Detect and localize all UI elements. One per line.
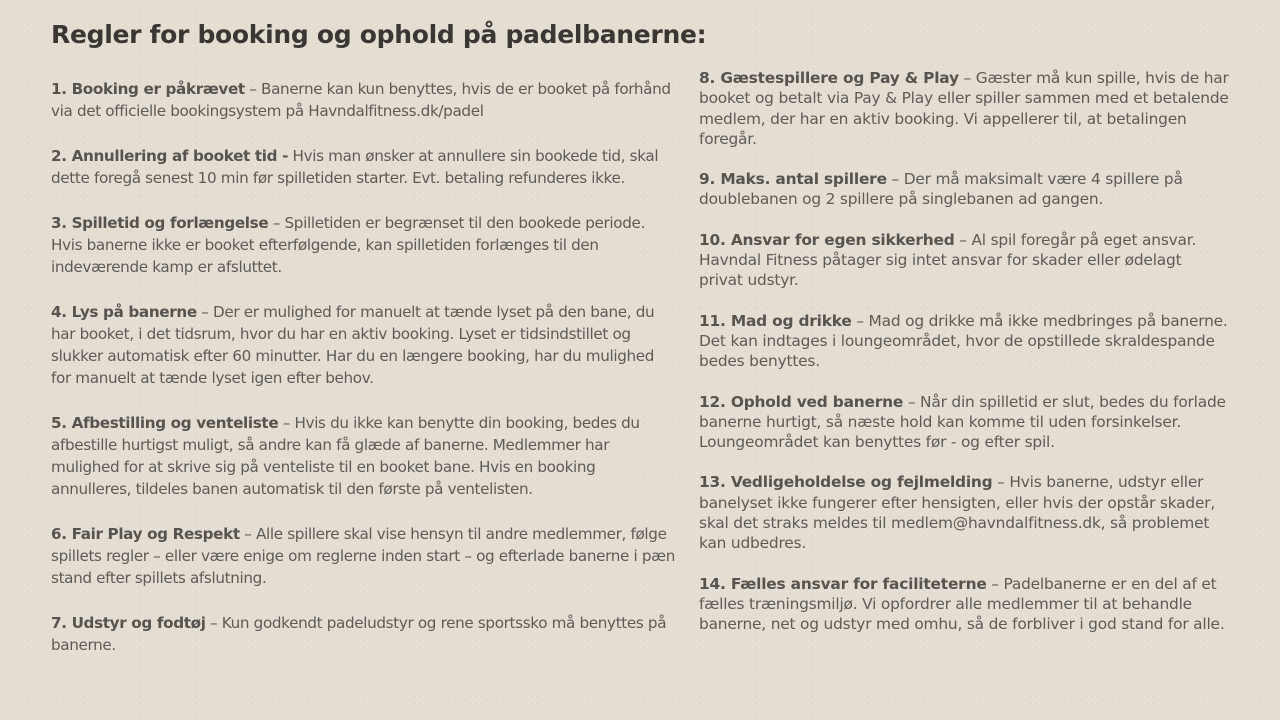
rule-separator: – [278,414,295,432]
rule-text: Der er mulighed for manuelt at tænde lyset på den bane, du har booket, i det tidsrum, hvor du har en aktiv booking. Lyset er tidsindstillet og slukker automatisk efter 60 minutter. Har du en længere booking, har du mulighed for manuelt at tænde lyset igen efter behov. [51,303,655,387]
rule-14 [699,574,1229,635]
rule-4 [51,301,676,389]
rule-text: Der må maksimalt være 4 spillere på doublebanen og 2 spillere på singlebanen ad gangen. [699,170,1183,209]
rule-title: 1. Booking er påkrævet [51,80,245,98]
rule-separator: – [196,303,213,321]
rule-title: 6. Fair Play og Respekt [51,525,240,543]
rule-text: Al spil foregår på eget ansvar. Havndal Fitness påtager sig intet ansvar for skader eller ødelagt privat udstyr. [699,230,1197,290]
rule-3 [51,212,676,278]
rules-column-right [699,68,1229,655]
rule-text: Alle spillere skal vise hensyn til andre medlemmer, følge spillets regler – eller være enige om reglerne inden start – og efterlade banerne i pæn stand efter spillets afslutning. [51,525,675,587]
rule-12 [699,392,1229,453]
rule-separator: – [239,525,256,543]
rule-title: 4. Lys på banerne [51,303,197,321]
rule-title: 10. Ansvar for egen sikkerhed [699,230,955,249]
rule-1 [51,78,676,122]
rule-text: Hvis man ønsker at annullere sin bookede tid, skal dette foregå senest 10 min før spilletiden starter. Evt. betaling refunderes ikke. [51,147,659,187]
rule-text: Spilletiden er begrænset til den bookede periode. Hvis banerne ikke er booket efterfølgende, kan spilletiden forlænges til den indeværende kamp er afsluttet. [51,214,645,276]
rule-separator: – [886,170,904,189]
page-title: Regler for booking og ophold på padelbanerne: [51,20,707,49]
rule-text: Hvis du ikke kan benytte din booking, bedes du afbestille hurtigst muligt, så andre kan få glæde af banerne. Medlemmer har mulighed for at skrive sig på venteliste til en booket bane. Hvis en booking annulleres, tildeles banen automatisk til den første på ventelisten. [51,414,640,498]
rule-separator: – [992,473,1010,492]
rule-2 [51,145,676,189]
rule-title: 12. Ophold ved banerne [699,392,904,411]
rule-text: Kun godkendt padeludstyr og rene sportssko må benyttes på banerne. [51,614,667,654]
rule-5 [51,412,676,500]
rule-separator: – [851,311,869,330]
rule-text: Når din spilletid er slut, bedes du forlade banerne hurtigt, så næste hold kan komme til uden forsinkelser. Loungeområdet kan benyttes før - og efter spil. [699,392,1226,452]
rule-text: Hvis banerne, udstyr eller banelyset ikke fungerer efter hensigten, eller hvis der opstår skader, skal det straks meldes til medlem@havndalfitness.dk, så problemet kan udbedres. [699,473,1216,553]
rule-13 [699,472,1229,553]
rule-title: 11. Mad og drikke [699,311,852,330]
rule-7 [51,612,676,656]
rule-separator: – [268,214,285,232]
rule-6 [51,523,676,589]
rule-text: Gæster må kun spille, hvis de har booket og betalt via Pay & Play eller spiller sammen med et betalende medlem, der har en aktiv booking. Vi appellerer til, at betalingen foregår. [699,69,1229,148]
rule-separator: – [958,69,976,87]
rule-title: 7. Udstyr og fodtøj [51,614,206,632]
rule-separator: – [205,614,222,632]
rule-title: 2. Annullering af booket tid - [51,147,289,165]
rule-text: Banerne kan kun benyttes, hvis de er booket på forhånd via det officielle bookingsystem på Havndalfitness.dk/padel [51,80,671,120]
rule-8 [699,68,1229,149]
rule-title: 9. Maks. antal spillere [699,170,887,189]
rule-text: Mad og drikke må ikke medbringes på banerne. Det kan indtages i loungeområdet, hvor de opstillede skraldespande bedes benyttes. [699,311,1228,371]
rule-11 [699,311,1229,372]
rule-separator: – [903,392,921,411]
rule-9 [699,169,1229,210]
rule-title: 8. Gæstespillere og Pay & Play [699,69,959,87]
rule-title: 3. Spilletid og forlængelse [51,214,269,232]
rule-title: 13. Vedligeholdelse og fejlmelding [699,473,993,492]
rules-column-left [51,78,676,679]
rule-title: 14. Fælles ansvar for faciliteterne [699,574,987,593]
rule-10 [699,230,1229,291]
rule-separator: – [954,230,972,249]
rule-separator: – [986,574,1004,593]
rule-separator: – [244,80,262,98]
rule-title: 5. Afbestilling og venteliste [51,414,279,432]
rule-text: Padelbanerne er en del af et fælles træningsmiljø. Vi opfordrer alle medlemmer til at behandle banerne, net og udstyr med omhu, så de forbliver i god stand for alle. [699,574,1225,634]
